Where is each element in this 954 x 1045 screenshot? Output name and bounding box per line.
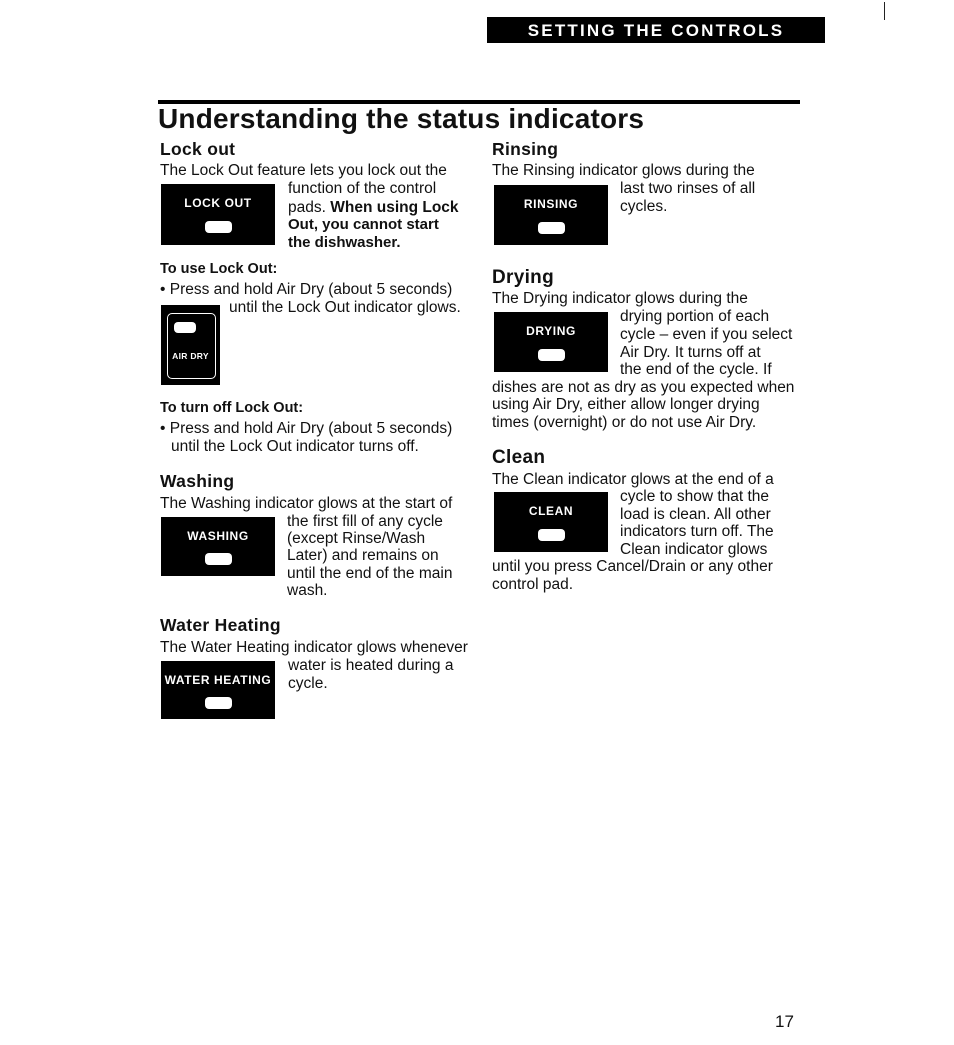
rinsing-line-2: last two rinses of all [620, 180, 756, 197]
washing-heading: Washing [160, 471, 235, 491]
turn-off-lock-out-line-1: • Press and hold Air Dry (about 5 seconds) [160, 420, 453, 437]
water-heating-line-3: cycle. [288, 675, 328, 692]
lock-out-line-3b: When using Lock [330, 199, 459, 216]
lock-out-indicator-panel [161, 184, 275, 245]
lock-out-line-3a: pads. [288, 199, 331, 216]
indicator-light-icon [538, 349, 565, 361]
air-dry-button-illustration [161, 305, 220, 385]
water-heating-panel-label: WATER HEATING [164, 673, 272, 687]
rinsing-panel-label: RINSING [523, 197, 579, 211]
indicator-light-icon [174, 322, 196, 333]
drying-line-7: using Air Dry, either allow longer drying [492, 396, 760, 413]
drying-indicator-panel [494, 312, 608, 372]
edge-mark [884, 2, 885, 20]
rinsing-heading: Rinsing [492, 139, 559, 159]
lock-out-heading: Lock out [160, 139, 236, 159]
clean-heading: Clean [492, 447, 546, 468]
drying-line-3: cycle – even if you select [620, 326, 793, 343]
section-banner: SETTING THE CONTROLS [487, 17, 825, 43]
air-dry-label: AIR DRY [172, 351, 209, 361]
lock-out-line-5: the dishwasher. [288, 234, 401, 251]
washing-panel-label: WASHING [187, 529, 249, 543]
indicator-light-icon [538, 222, 565, 234]
lock-out-line-2: function of the control [288, 180, 437, 197]
clean-line-5: Clean indicator glows [620, 541, 768, 558]
washing-line-3: (except Rinse/Wash [287, 530, 426, 547]
use-lock-out-line-2: until the Lock Out indicator glows. [229, 299, 461, 316]
rinsing-line-1: The Rinsing indicator glows during the [492, 162, 755, 179]
rinsing-indicator-panel [494, 185, 608, 245]
indicator-light-icon [205, 221, 232, 233]
washing-line-5: until the end of the main [287, 565, 453, 582]
drying-line-1: The Drying indicator glows during the [492, 290, 748, 307]
clean-panel-label: CLEAN [528, 504, 574, 518]
lock-out-line-3 [288, 199, 459, 217]
drying-line-5: the end of the cycle. If [620, 361, 772, 378]
clean-line-6: until you press Cancel/Drain or any other [492, 558, 773, 575]
clean-line-3: load is clean. All other [620, 506, 771, 523]
clean-indicator-panel [494, 492, 608, 552]
washing-indicator-panel [161, 517, 275, 576]
clean-line-2: cycle to show that the [620, 488, 770, 505]
washing-line-4: Later) and remains on [287, 547, 439, 564]
drying-panel-label: DRYING [526, 324, 576, 338]
page-number: 17 [775, 1012, 794, 1031]
rinsing-line-3: cycles. [620, 198, 668, 215]
page-title: Understanding the status indicators [158, 103, 645, 134]
clean-line-1: The Clean indicator glows at the end of a [492, 471, 774, 488]
turn-off-lock-out-heading: To turn off Lock Out: [160, 400, 304, 416]
washing-line-2: the first fill of any cycle [287, 513, 443, 530]
water-heating-heading: Water Heating [160, 615, 281, 635]
drying-line-4: Air Dry. It turns off at [620, 344, 761, 361]
water-heating-line-1: The Water Heating indicator glows whenever [160, 639, 468, 656]
clean-line-4: indicators turn off. The [620, 523, 774, 540]
indicator-light-icon [205, 553, 232, 565]
water-heating-line-2: water is heated during a [288, 657, 454, 674]
lock-out-panel-label: LOCK OUT [184, 196, 252, 210]
use-lock-out-line-1: • Press and hold Air Dry (about 5 seconds) [160, 281, 453, 298]
drying-line-8: times (overnight) or do not use Air Dry. [492, 414, 757, 431]
clean-line-7: control pad. [492, 576, 573, 593]
washing-line-6: wash. [287, 582, 328, 599]
drying-line-6: dishes are not as dry as you expected when [492, 379, 795, 396]
indicator-light-icon [538, 529, 565, 541]
lock-out-line-1: The Lock Out feature lets you lock out the [160, 162, 447, 179]
drying-line-2: drying portion of each [620, 308, 770, 325]
use-lock-out-heading: To use Lock Out: [160, 261, 278, 277]
turn-off-lock-out-line-2: until the Lock Out indicator turns off. [171, 438, 419, 455]
indicator-light-icon [205, 697, 232, 709]
lock-out-line-4: Out, you cannot start [288, 216, 439, 233]
washing-line-1: The Washing indicator glows at the start of [160, 495, 453, 512]
drying-heading: Drying [492, 267, 554, 288]
water-heating-indicator-panel [161, 661, 275, 719]
